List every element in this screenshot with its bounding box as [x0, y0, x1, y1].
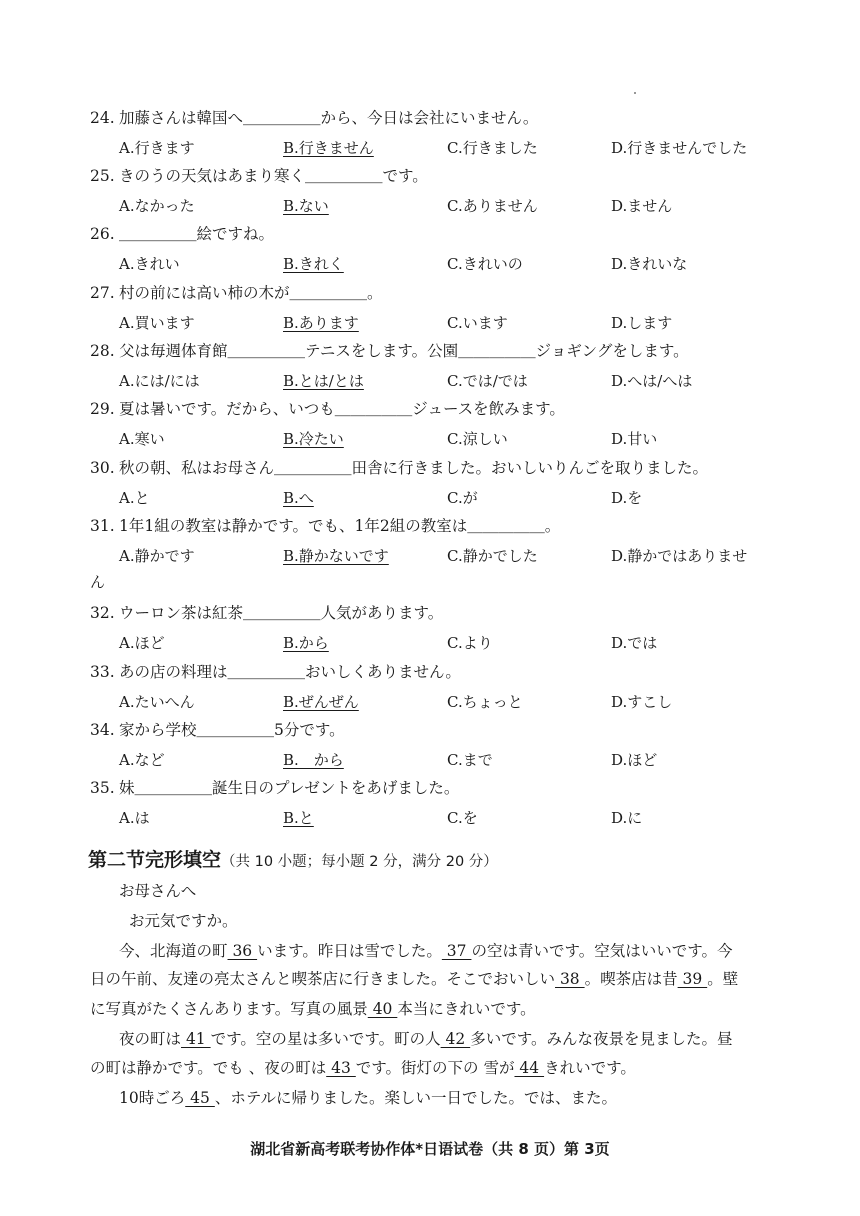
question-29-options: [119, 428, 779, 450]
option-a: A.ほど: [119, 634, 165, 652]
option-a: A.には/には: [119, 372, 200, 390]
letter-text: です。街灯の下の 雪が: [355, 1059, 515, 1077]
question-29-stem: [90, 398, 565, 420]
question-32-stem: [90, 602, 443, 624]
question-34-options: [119, 749, 779, 771]
question-number: 34.: [90, 721, 115, 739]
speck-mark: [634, 92, 636, 94]
section-title: 第二节完形填空: [88, 849, 222, 871]
option-b: B.から: [283, 634, 329, 652]
option-b: B.ない: [283, 197, 329, 215]
option-b: B.とは/とは: [283, 372, 364, 390]
option-b: B.あります: [283, 314, 359, 332]
letter-salutation: お母さんへ: [119, 882, 197, 900]
option-c: C.ちょっと: [447, 693, 523, 711]
letter-text: 日の午前、友達の亮太さんと喫茶店に行きました。そこでおいしい: [90, 970, 556, 988]
option-b: B.きれく: [283, 255, 344, 273]
option-c: C.静かでした: [447, 547, 538, 565]
question-text: あの店の料理は＿＿＿＿＿おいしくありません。: [119, 663, 461, 681]
option-d: D.に: [611, 809, 643, 827]
question-32-options: [119, 632, 779, 654]
option-c: C.行きました: [447, 139, 538, 157]
letter-text: 。喫茶店は昔: [584, 970, 678, 988]
letter-text: の空は青いです。空気はいいです。今: [471, 942, 733, 960]
page-footer: 湖北省新高考联考协作体*日语试卷（共 8 页）第 3页: [250, 1140, 610, 1158]
option-d: D.します: [611, 314, 673, 332]
option-c: C.が: [447, 489, 478, 507]
option-a: A.行きます: [119, 139, 195, 157]
option-a: A.は: [119, 809, 150, 827]
option-c: C.より: [447, 634, 493, 652]
blank-number: 41: [181, 1030, 211, 1048]
option-a: A.買います: [119, 314, 195, 332]
question-text: 秋の朝、私はお母さん＿＿＿＿＿田舎に行きました。おいしいりんごを取りました。: [119, 459, 709, 477]
option-b: B.ぜんぜん: [283, 693, 359, 711]
question-25-options: [119, 195, 779, 217]
option-d: D.では: [611, 634, 658, 652]
option-a: A.静かです: [119, 547, 195, 565]
option-d: D.へは/へは: [611, 372, 693, 390]
option-a: A.と: [119, 489, 150, 507]
question-25-stem: [90, 165, 428, 187]
question-text: 加藤さんは韓国へ＿＿＿＿＿から、今日は会社にいません。: [119, 109, 539, 127]
question-text: ウーロン茶は紅茶＿＿＿＿＿人気があります。: [119, 604, 444, 622]
letter-paragraph-line: [119, 940, 732, 962]
blank-number: 45: [185, 1089, 215, 1107]
letter-text: です。空の星は多いです。町の人: [210, 1030, 441, 1048]
question-24-options: [119, 137, 779, 159]
letter-paragraph-line: [90, 968, 738, 990]
option-c: C.きれいの: [447, 255, 523, 273]
option-b: B.静かないです: [283, 547, 389, 565]
question-text: 村の前には高い柿の木が＿＿＿＿＿。: [119, 284, 383, 302]
question-35-stem: [90, 777, 459, 799]
question-text: 夏は暑いです。だから、いつも＿＿＿＿＿ジュースを飲みます。: [119, 400, 565, 418]
letter-greeting: お元気ですか。: [129, 912, 238, 930]
letter-text: の町は静かです。でも 、夜の町は: [90, 1059, 327, 1077]
option-d: D.ほど: [611, 751, 658, 769]
question-number: 31.: [90, 517, 115, 535]
letter-text: 10時ごろ: [119, 1089, 186, 1107]
option-d: D.すこし: [611, 693, 673, 711]
question-33-stem: [90, 661, 461, 683]
letter-text: きれいです。: [544, 1059, 636, 1077]
section-note: （共 10 小题；每小题 2 分，满分 20 分）: [221, 854, 498, 870]
question-34-stem: [90, 719, 345, 741]
blank-number: 44: [514, 1059, 545, 1077]
letter-text: に写真がたくさんあります。写真の風景: [90, 1000, 368, 1018]
option-c: C.では/では: [447, 372, 528, 390]
question-30-stem: [90, 457, 708, 479]
question-number: 25.: [90, 167, 115, 185]
option-c: C.います: [447, 314, 508, 332]
question-number: 24.: [90, 109, 115, 127]
option-a: A.寒い: [119, 430, 165, 448]
question-text: 家から学校＿＿＿＿＿5分です。: [119, 721, 345, 739]
question-text: 父は毎週体育館＿＿＿＿＿テニスをします。公園＿＿＿＿＿ジョギングをします。: [119, 342, 689, 360]
letter-text: 本当にきれいです。: [397, 1000, 536, 1018]
letter-paragraph-line: [119, 1028, 732, 1050]
blank-number: 36: [227, 942, 258, 960]
letter-paragraph-line: [90, 998, 536, 1020]
letter-paragraph-line: [90, 1057, 636, 1079]
question-number: 26.: [90, 225, 115, 243]
option-b: B.冷たい: [283, 430, 344, 448]
option-c: C.涼しい: [447, 430, 508, 448]
question-24-stem: [90, 107, 538, 129]
question-number: 30.: [90, 459, 115, 477]
option-b: B.と: [283, 809, 314, 827]
section-heading: [88, 845, 498, 872]
question-number: 33.: [90, 663, 115, 681]
blank-number: 42: [440, 1030, 471, 1048]
letter-text: 多いです。みんな夜景を見ました。昼: [470, 1030, 733, 1048]
question-28-stem: [90, 340, 689, 362]
question-35-options: [119, 807, 779, 829]
option-a: A.なかった: [119, 197, 195, 215]
option-a: A.など: [119, 751, 165, 769]
letter-paragraph-line: [119, 1087, 617, 1109]
question-31-options: [119, 545, 779, 567]
option-d: D.ません: [611, 197, 673, 215]
option-a: A.きれい: [119, 255, 180, 273]
option-d: D.甘い: [611, 430, 658, 448]
option-d: D.を: [611, 489, 643, 507]
question-26-options: [119, 253, 779, 275]
question-27-options: [119, 312, 779, 334]
option-c: C.まで: [447, 751, 493, 769]
option-c: C.を: [447, 809, 478, 827]
option-d: D.静かではありませ: [611, 547, 748, 565]
question-number: 28.: [90, 342, 115, 360]
option-b: B.へ: [283, 489, 314, 507]
option-d: D.行きませんでした: [611, 139, 748, 157]
option-c: C.ありません: [447, 197, 538, 215]
blank-number: 39: [677, 970, 708, 988]
question-33-options: [119, 691, 779, 713]
question-number: 35.: [90, 779, 115, 797]
question-text: 1年1組の教室は静かです。でも、1年2組の教室は＿＿＿＿＿。: [119, 517, 561, 535]
question-30-options: [119, 487, 779, 509]
question-27-stem: [90, 282, 383, 304]
letter-text: います。昨日は雪でした。: [257, 942, 442, 960]
blank-number: 37: [441, 942, 472, 960]
question-text: きのうの天気はあまり寒く＿＿＿＿＿です。: [119, 167, 428, 185]
question-26-stem: [90, 223, 274, 245]
blank-number: 40: [367, 1000, 398, 1018]
letter-text: 今、北海道の町: [119, 942, 228, 960]
question-number: 27.: [90, 284, 115, 302]
blank-number: 38: [555, 970, 585, 988]
blank-number: 43: [326, 1059, 356, 1077]
letter-text: 。壁: [707, 970, 739, 988]
question-31-stem: [90, 515, 560, 537]
question-number: 32.: [90, 604, 115, 622]
option-b: B. から: [283, 751, 344, 769]
letter-text: 夜の町は: [119, 1030, 182, 1048]
question-text: 妹＿＿＿＿＿誕生日のプレゼントをあげました。: [119, 779, 460, 797]
option-d: D.きれいな: [611, 255, 688, 273]
question-28-options: [119, 370, 779, 392]
question-text: ＿＿＿＿＿絵ですね。: [119, 225, 275, 243]
option-a: A.たいへん: [119, 693, 195, 711]
question-31-option-d-wrap: ん: [90, 573, 106, 591]
option-b: B.行きません: [283, 139, 374, 157]
letter-text: 、ホテルに帰りました。楽しい一日でした。では、また。: [214, 1089, 618, 1107]
question-number: 29.: [90, 400, 115, 418]
